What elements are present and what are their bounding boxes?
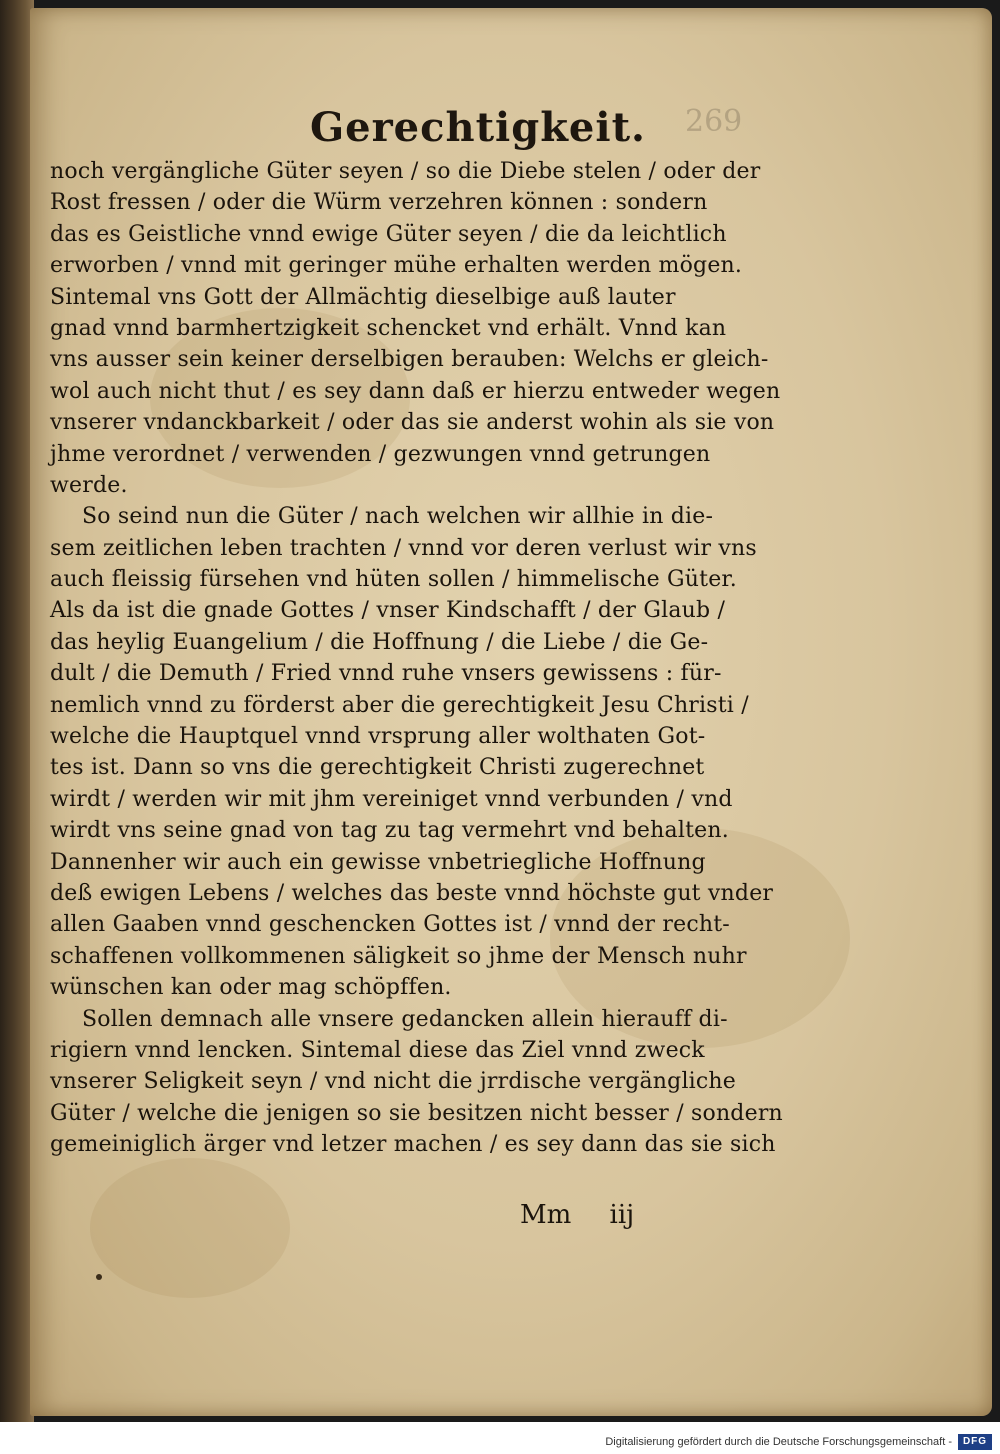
footer-bar [0, 1422, 1000, 1454]
paper-stain [90, 1158, 290, 1298]
text-line: Dannenher wir auch ein gewisse vnbetriegliche Hoffnung [50, 849, 706, 875]
ink-dot [96, 1274, 102, 1280]
body-text [50, 156, 783, 1161]
text-line: Als da ist die gnade Gottes / vnser Kindschafft / der Glaub / [50, 598, 726, 624]
text-line: das heylig Euangelium / die Hoffnung / die Liebe / die Ge- [50, 629, 709, 655]
text-line: wol auch nicht thut / es sey dann daß er hierzu entweder wegen [50, 378, 781, 404]
signature-mark: Mm iij [520, 1200, 635, 1230]
text-line: tes ist. Dann so vns die gerechtigkeit Christi zugerechnet [50, 755, 705, 781]
text-line: das es Geistliche vnnd ewige Güter seyen / die da leichtlich [50, 221, 727, 247]
text-line: Güter / welche die jenigen so sie besitzen nicht besser / sondern [50, 1100, 783, 1126]
text-line: vns ausser sein keiner derselbigen berauben: Welchs er gleich- [50, 347, 769, 373]
text-line: vnserer vndanckbarkeit / oder das sie anderst wohin als sie von [50, 410, 775, 436]
text-line: allen Gaaben vnnd geschencken Gottes ist / vnnd der recht- [50, 912, 730, 938]
text-line: vnserer Seligkeit seyn / vnd nicht die jrrdische vergängliche [50, 1069, 737, 1095]
text-line: dult / die Demuth / Fried vnnd ruhe vnsers gewissens : für- [50, 661, 722, 687]
book-spine-edge [0, 0, 34, 1422]
text-line: gnad vnnd barmhertzigkeit schencket vnd erhält. Vnnd kan [50, 315, 727, 341]
page-number: 269 [685, 104, 743, 139]
text-line: Rost fressen / oder die Würm verzehren können : sondern [50, 190, 708, 216]
text-line: auch fleissig fürsehen vnd hüten sollen / himmelische Güter. [50, 567, 737, 593]
text-line: rigiern vnnd lencken. Sintemal diese das Ziel vnnd zweck [50, 1037, 705, 1063]
text-line: welche die Hauptquel vnnd vrsprung aller wolthaten Got- [50, 724, 706, 750]
text-line: schaffenen vollkommenen säligkeit so jhme der Mensch nuhr [50, 943, 747, 969]
running-head: Gerechtigkeit. [310, 104, 646, 151]
text-line: wirdt vns seine gnad von tag zu tag vermehrt vnd behalten. [50, 818, 729, 844]
text-line: So seind nun die Güter / nach welchen wir allhie in die- [82, 504, 714, 530]
text-line: Sollen demnach alle vnsere gedancken allein hierauff di- [82, 1006, 728, 1032]
text-line: wirdt / werden wir mit jhm vereiniget vnnd verbunden / vnd [50, 786, 733, 812]
text-line: nemlich vnnd zu förderst aber die gerechtigkeit Jesu Christi / [50, 692, 749, 718]
text-line: werde. [50, 472, 128, 498]
text-line: wünschen kan oder mag schöpffen. [50, 975, 452, 1001]
text-line: jhme verordnet / verwenden / gezwungen vnnd getrungen [50, 441, 711, 467]
text-line: Sintemal vns Gott der Allmächtig dieselbige auß lauter [50, 284, 676, 310]
text-line: erworben / vnnd mit geringer mühe erhalten werden mögen. [50, 253, 743, 279]
text-line: sem zeitlichen leben trachten / vnnd vor deren verlust wir vns [50, 535, 757, 561]
text-line: noch vergängliche Güter seyen / so die Diebe stelen / oder der [50, 159, 761, 184]
text-line: gemeiniglich ärger vnd letzer machen / es sey dann das sie sich [50, 1132, 776, 1158]
text-line: deß ewigen Lebens / welches das beste vnnd höchste gut vnder [50, 880, 774, 906]
funding-credit: Digitalisierung gefördert durch die Deutsche Forschungsgemeinschaft - [605, 1436, 952, 1448]
dfg-logo: DFG [958, 1434, 992, 1450]
book-page [30, 8, 992, 1416]
